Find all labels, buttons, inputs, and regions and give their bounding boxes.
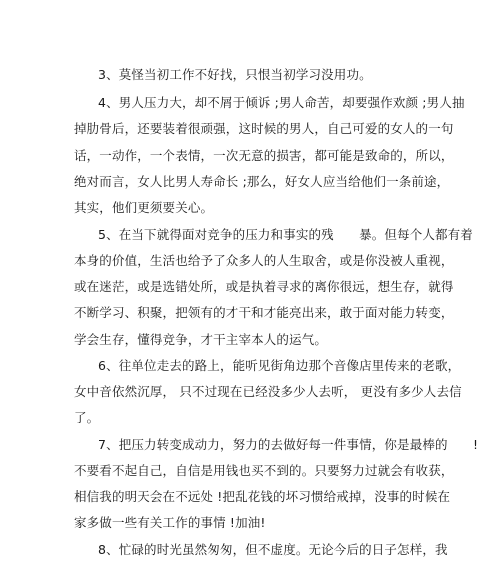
paragraph-7-line-3: 相信我的明天会在不远处 !把乱花钱的坏习惯给戒掉，没事的时候在	[74, 489, 451, 504]
paragraph-7-line-4: 家多做一些有关工作的事情 !加油!	[74, 515, 266, 530]
paragraph-7-line-2: 不要看不起自己，自信是用钱也买不到的。只要努力过就会有收获，	[74, 463, 454, 478]
paragraph-4-line-1: 4、男人压力大，却不屑于倾诉 ;男人命苦，却要强作欢颜 ;男人抽	[98, 95, 465, 110]
paragraph-5-line-1: 5、在当下就得面对竞争的压力和事实的残 暴。但每个人都有着	[98, 227, 473, 242]
paragraph-4-line-3: 话，一动作，一个表情，一次无意的损害，都可能是致命的，所以，	[74, 148, 454, 163]
paragraph-5-line-2: 本身的价值，生活也给予了众多人的人生取舍，或是你没被人重视，	[74, 253, 454, 268]
paragraph-3-line-1: 3、莫怪当初工作不好找，只恨当初学习没用功。	[98, 67, 372, 82]
paragraph-6-line-2: 女中音依然沉厚， 只不过现在已经没多少人去听， 更没有多少人去信	[74, 384, 462, 399]
paragraph-6-line-1: 6、往单位走去的路上，能听见街角边那个音像店里传来的老歌，	[98, 358, 461, 373]
paragraph-8-line-1: 8、忙碌的时光虽然匆匆，但不虚度。无论今后的日子怎样，我	[98, 542, 448, 557]
paragraph-7-line-1: 7、把压力转变成动力，努力的去做好每一件事情，你是最棒的 !	[98, 437, 479, 452]
paragraph-4-line-5: 其实，他们更须要关心。	[74, 200, 214, 215]
paragraph-5-line-3: 或在迷茫，或是选错处所，或是执着寻求的离你很远，想生存，就得	[74, 279, 454, 294]
paragraph-5-line-4: 不断学习、积聚，把领有的才干和才能亮出来，敢于面对能力转变，	[74, 305, 454, 320]
paragraph-4-line-4: 绝对而言，女人比男人寿命长 ;那么，好女人应当给他们一条前途，	[74, 174, 450, 189]
paragraph-6-line-3: 了。	[74, 410, 100, 425]
paragraph-5-line-5: 学会生存，懂得竞争，才干主宰本人的运气。	[74, 332, 328, 347]
paragraph-4-line-2: 掉肋骨后，还要装着很顽强，这时候的男人，自己可爱的女人的一句	[74, 121, 454, 136]
